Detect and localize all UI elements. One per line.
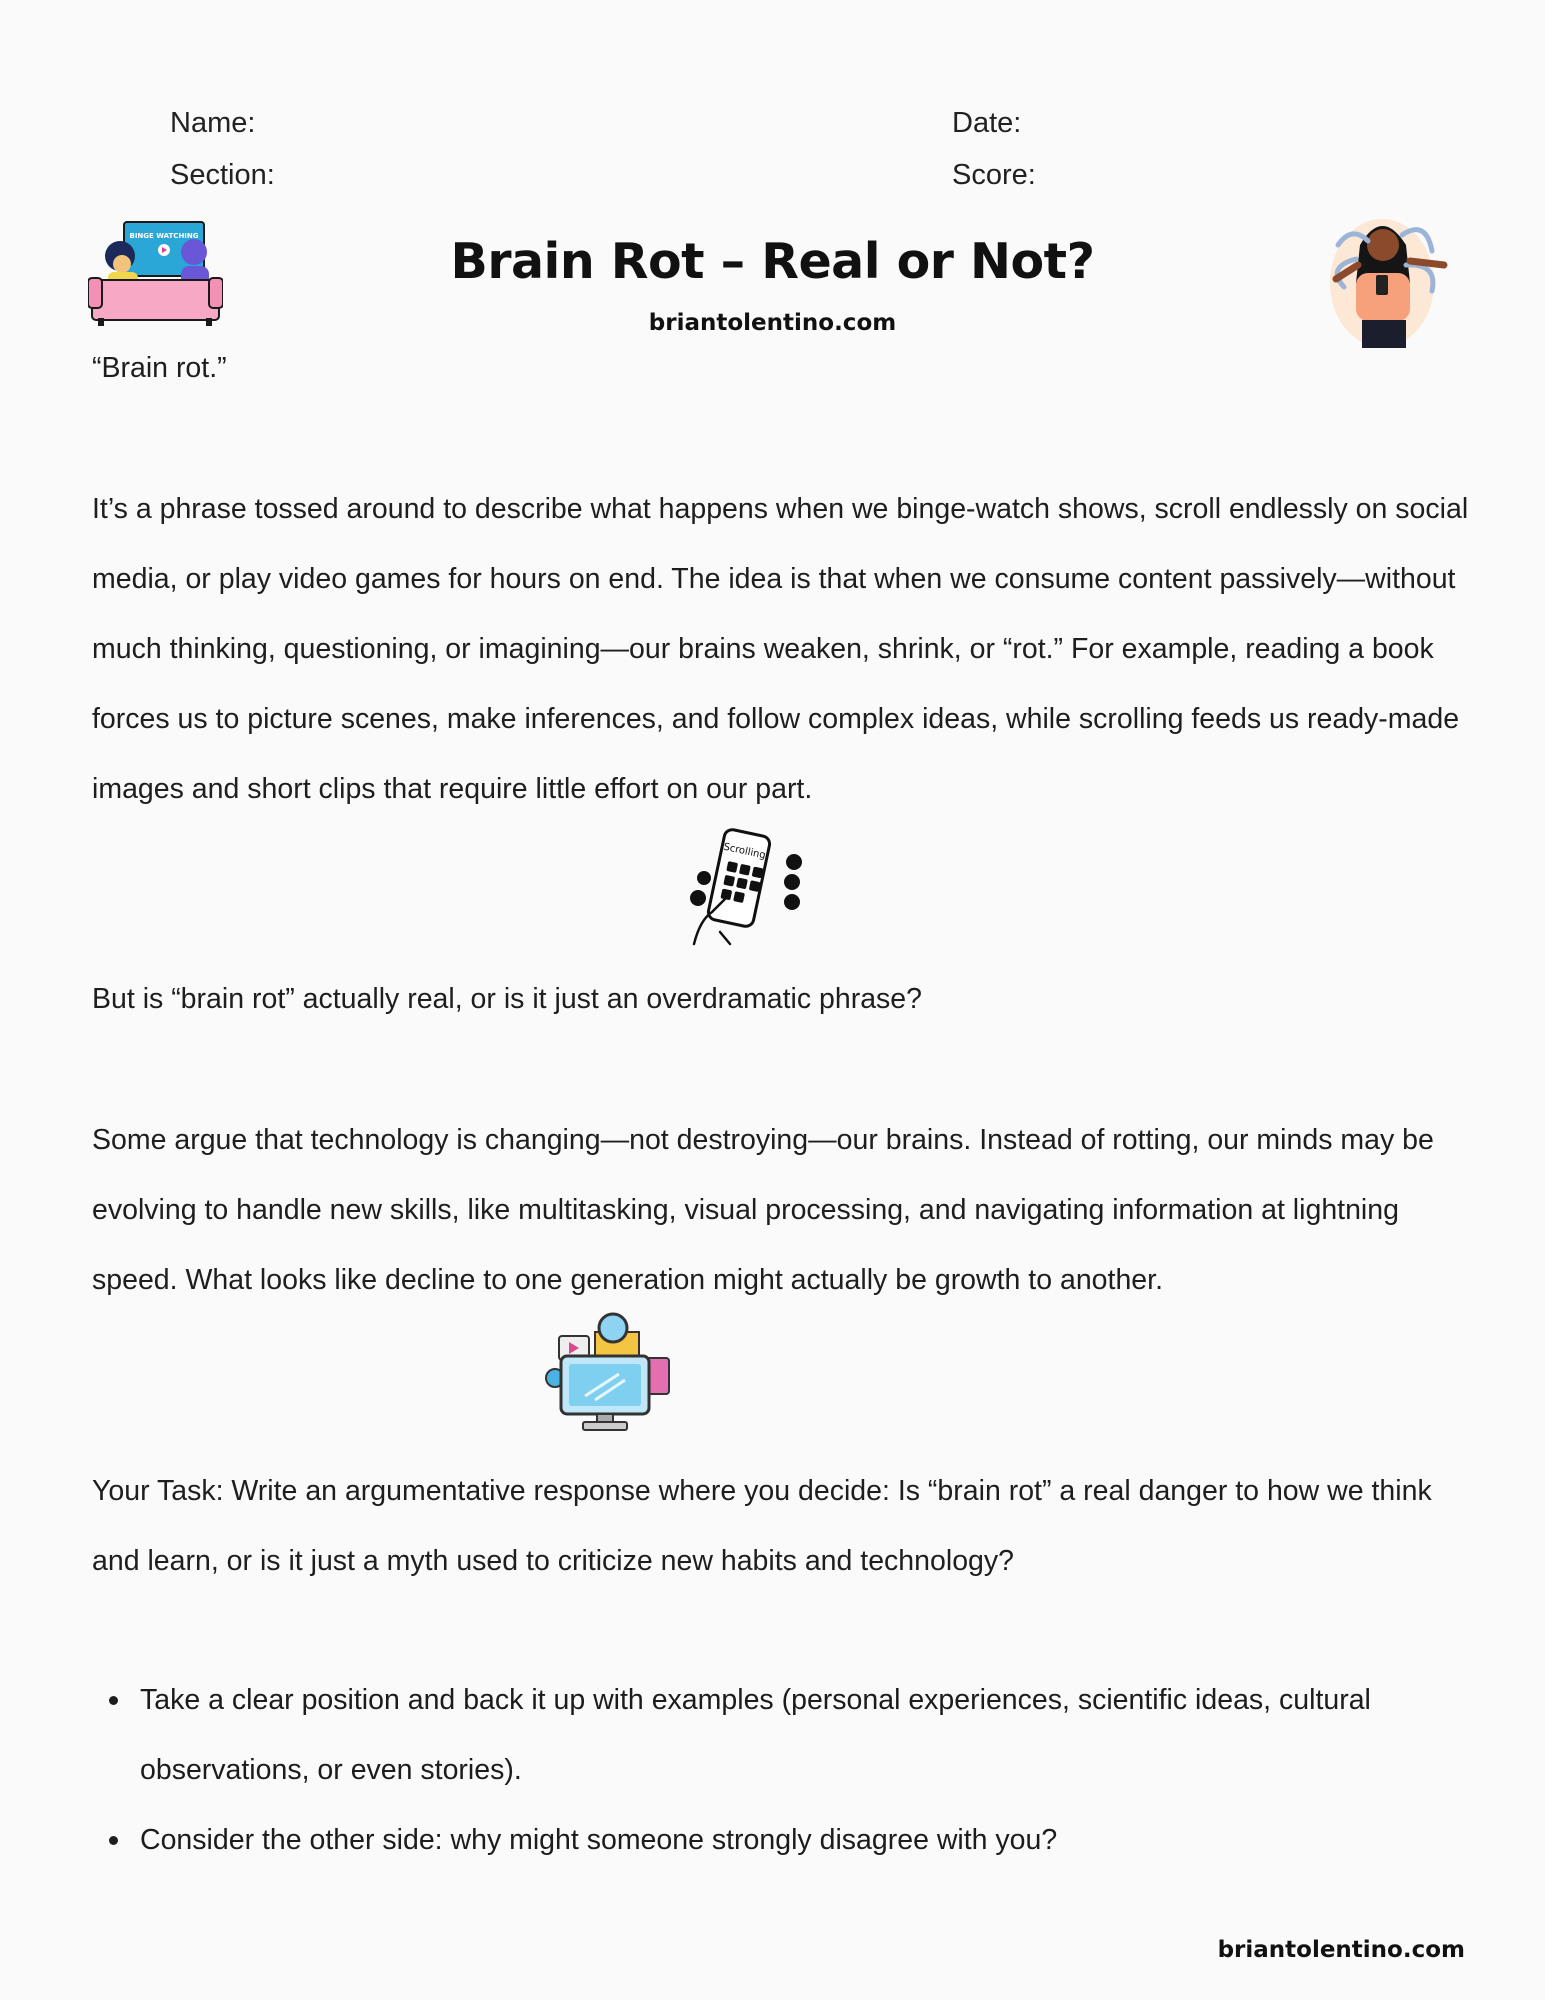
paragraph-task: Your Task: Write an argumentative response where you decide: Is “brain rot” a real danger to how we think and learn, or is it just a myth used to criticize new habits and technology? (92, 1475, 1432, 1577)
date-label: Date: (952, 107, 1022, 139)
phone-screen-text: Scrolling (722, 841, 767, 862)
list-item: Take a clear position and back it up with examples (personal experiences, scientific ideas, cultural observations, or even stories). (92, 1665, 1482, 1805)
footer-site: briantolentino.com (1217, 1937, 1465, 1963)
task-bullet-list (92, 1665, 1482, 1875)
site-subtitle: briantolentino.com (648, 310, 897, 336)
section-label: Section: (170, 159, 275, 191)
paragraph-intro: It’s a phrase tossed around to describe what happens when we binge-watch shows, scroll endlessly on social media, or play video games for hours on end. The idea is that when we consume content passively—without much thinking, questioning, or imagining—our brains weaken, shrink, or “rot.” For example, reading a book forces us to picture scenes, make inferences, and follow complex ideas, while scrolling feeds us ready-made images and short clips that require little effort on our part. (92, 493, 1469, 805)
scrolling-phone-illustration (690, 828, 805, 946)
paragraph-counterpoint: Some argue that technology is changing—not destroying—our brains. Instead of rotting, our minds may be evolving to handle new skills, like multitasking, visual processing, and navigating information at lightning speed. What looks like decline to one generation might actually be growth to another. (92, 1124, 1434, 1296)
page-title: Brain Rot – Real or Not? (450, 233, 1095, 290)
name-label: Name: (170, 107, 256, 139)
list-item: Consider the other side: why might someone strongly disagree with you? (92, 1805, 1482, 1875)
intro-quote: “Brain rot.” (92, 352, 227, 384)
paragraph-question: But is “brain rot” actually real, or is it just an overdramatic phrase? (92, 983, 923, 1015)
computer-media-illustration (545, 1312, 673, 1434)
score-label: Score: (952, 159, 1036, 191)
tv-sign-text: BINGE WATCHING (129, 232, 199, 240)
